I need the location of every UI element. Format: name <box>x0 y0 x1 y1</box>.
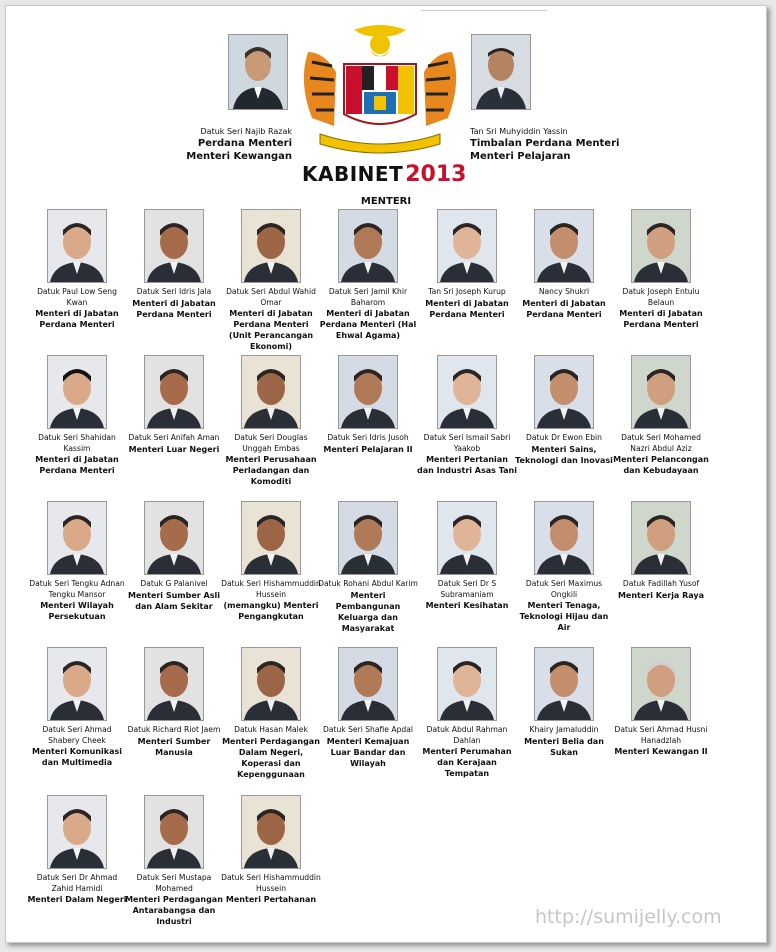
minister-card <box>318 501 418 634</box>
minister-card <box>514 209 614 320</box>
minister-name: Datuk Seri Mohamed Nazri Abdul Aziz <box>621 433 701 453</box>
minister-role: Menteri Sumber Asli dan Alam Sekitar <box>128 590 220 611</box>
minister-role: Menteri Wilayah Persekutuan <box>40 601 114 621</box>
minister-role: Menteri Tenaga, Teknologi Hijau dan Air <box>519 601 609 632</box>
prime-minister-role-1: Perdana Menteri <box>197 138 292 149</box>
minister-role: Menteri Kemajuan Luar Bandar dan Wilayah <box>326 736 410 768</box>
minister-portrait <box>534 209 594 283</box>
minister-card <box>611 209 711 330</box>
minister-card <box>27 209 127 330</box>
minister-portrait <box>631 501 691 575</box>
minister-card <box>27 647 127 768</box>
minister-role: Menteri Kerja Raya <box>617 590 705 600</box>
minister-card <box>611 647 711 757</box>
minister-name: Datuk Seri Douglas Unggah Embas <box>234 433 308 453</box>
minister-role: Menteri Pelancongan dan Kebudayaan <box>613 455 709 475</box>
minister-card <box>221 209 321 352</box>
minister-name: Datuk Seri Shafie Apdal <box>323 725 413 734</box>
minister-name: Datuk Seri Hishammuddin Hussein <box>221 579 321 599</box>
coat-of-arms-emblem <box>294 22 466 158</box>
minister-role: Menteri Perusahaan Perladangan dan Komoditi <box>225 455 317 486</box>
minister-portrait <box>534 501 594 575</box>
minister-card <box>514 647 614 758</box>
prime-minister-name: Datuk Seri Najib Razak <box>200 127 292 136</box>
minister-portrait <box>338 355 398 429</box>
minister-portrait <box>338 647 398 721</box>
minister-card <box>124 501 224 612</box>
minister-name: Datuk Hasan Malek <box>234 725 308 734</box>
minister-name: Datuk Seri Ismail Sabri Yaakob <box>423 433 511 453</box>
minister-role: Menteri Perdagangan Dalam Negeri, Koperasi dan Kepenggunaan <box>222 736 320 779</box>
minister-name: Datuk Richard Riot Jaem <box>127 725 221 734</box>
minister-role: Menteri di Jabatan Perdana Menteri <box>425 298 509 319</box>
minister-portrait <box>437 501 497 575</box>
title-word: KABINET <box>302 162 404 186</box>
minister-name: Datuk Dr Ewon Ebin <box>526 433 602 442</box>
minister-card <box>318 355 418 455</box>
minister-card <box>417 355 517 476</box>
minister-card <box>514 501 614 633</box>
minister-portrait <box>241 795 301 869</box>
top-rule <box>421 10 547 11</box>
minister-portrait <box>144 209 204 283</box>
minister-role: Menteri Pertanian dan Industri Asas Tani <box>417 455 517 475</box>
page-title <box>302 162 466 187</box>
minister-portrait <box>241 355 301 429</box>
minister-name: Datuk Seri Maximus Ongkili <box>525 579 603 599</box>
minister-role: Menteri di Jabatan Perdana Menteri <box>132 298 216 319</box>
minister-role: Menteri di Jabatan Perdana Menteri <box>619 309 703 329</box>
minister-role: Menteri di Jabatan Perdana Menteri <box>35 455 119 475</box>
minister-portrait <box>47 501 107 575</box>
minister-card <box>611 501 711 601</box>
minister-card <box>221 355 321 487</box>
prime-minister-caption <box>182 127 292 163</box>
minister-role: Menteri Pelajaran II <box>323 444 413 454</box>
minister-card <box>514 355 614 466</box>
minister-name: Datuk Seri Ahmad Shabery Cheek <box>42 725 112 745</box>
minister-role: Menteri di Jabatan Perdana Menteri <box>522 298 606 319</box>
portrait-deputy-prime-minister <box>471 34 531 110</box>
minister-card <box>124 647 224 758</box>
minister-portrait <box>144 501 204 575</box>
minister-name: Datuk Seri Anifah Aman <box>128 433 220 442</box>
minister-name: Datuk Seri Shahidan Kassim <box>38 433 116 453</box>
section-heading: MENTERI <box>360 196 412 207</box>
minister-role: Menteri Sains, Teknologi dan Inovasi <box>515 444 613 465</box>
minister-portrait <box>144 355 204 429</box>
minister-card <box>124 209 224 320</box>
minister-card <box>221 501 321 622</box>
minister-role: Menteri Pertahanan <box>225 895 317 904</box>
minister-portrait <box>437 647 497 721</box>
minister-name: Datuk Seri Hishammuddin Hussein <box>221 873 321 893</box>
minister-name: Nancy Shukri <box>538 287 590 296</box>
minister-name: Datuk Abdul Rahman Dahlan <box>426 725 508 745</box>
prime-minister-role-2: Menteri Kewangan <box>186 151 292 162</box>
minister-role: Menteri di Jabatan Perdana Menteri (Unit Perancangan Ekonomi) <box>228 309 314 351</box>
minister-role: Menteri di Jabatan Perdana Menteri <box>35 309 119 329</box>
minister-role: Menteri Kesihatan <box>425 601 509 610</box>
minister-name: Datuk Seri Dr Ahmad Zahid Hamidi <box>36 873 118 893</box>
minister-portrait <box>241 647 301 721</box>
minister-portrait <box>631 355 691 429</box>
minister-name: Datuk Seri Dr S Subramaniam <box>437 579 497 599</box>
deputy-prime-minister-caption <box>470 127 640 163</box>
minister-role: Menteri di Jabatan Perdana Menteri (Hal Ehwal Agama) <box>319 309 417 340</box>
minister-name: Datuk Seri Tengku Adnan Tengku Mansor <box>29 579 125 599</box>
minister-role: Menteri Kewangan II <box>614 747 708 756</box>
minister-card <box>417 501 517 611</box>
minister-card <box>611 355 711 476</box>
minister-card <box>27 795 127 905</box>
minister-card <box>27 355 127 476</box>
minister-name: Datuk Paul Low Seng Kwan <box>37 287 117 307</box>
deputy-prime-minister-name: Tan Sri Muhyiddin Yassin <box>470 127 568 136</box>
minister-portrait <box>437 209 497 283</box>
title-year: 2013 <box>405 162 467 187</box>
minister-portrait <box>241 501 301 575</box>
minister-name: Datuk Seri Abdul Wahid Omar <box>226 287 316 307</box>
minister-card <box>417 209 517 320</box>
minister-portrait <box>144 647 204 721</box>
minister-portrait <box>338 501 398 575</box>
minister-card <box>124 795 224 927</box>
minister-role: Menteri Perumahan dan Kerajaan Tempatan <box>422 747 512 778</box>
minister-portrait <box>47 209 107 283</box>
minister-name: Datuk Seri Ahmad Husni Hanadzlah <box>614 725 708 745</box>
minister-name: Datuk Seri Jamil Khir Baharom <box>328 287 408 307</box>
minister-card <box>318 647 418 769</box>
minister-card <box>221 795 321 905</box>
minister-card <box>221 647 321 780</box>
minister-role: Menteri Perdagangan Antarabangsa dan Industri <box>125 895 223 926</box>
minister-name: Datuk Seri Mustapa Mohamed <box>136 873 212 893</box>
watermark-url: http://sumijelly.com <box>535 906 722 928</box>
minister-role: Menteri Pembangunan Keluarga dan Masyarakat <box>335 590 401 633</box>
minister-card <box>417 647 517 779</box>
minister-role: Menteri Luar Negeri <box>128 444 220 454</box>
minister-portrait <box>534 355 594 429</box>
minister-name: Khairy Jamaluddin <box>529 725 599 734</box>
minister-card <box>27 501 127 622</box>
minister-portrait <box>241 209 301 283</box>
minister-name: Datuk Seri Idris Jusoh <box>327 433 409 442</box>
cabinet-poster <box>5 5 767 943</box>
minister-name: Datuk G Palanivel <box>140 579 208 588</box>
portrait-prime-minister <box>228 34 288 110</box>
minister-role: Menteri Belia dan Sukan <box>524 736 604 757</box>
minister-portrait <box>437 355 497 429</box>
minister-name: Datuk Rohani Abdul Karim <box>318 579 418 588</box>
minister-portrait <box>47 795 107 869</box>
minister-portrait <box>631 209 691 283</box>
deputy-prime-minister-role-2: Menteri Pelajaran <box>470 151 571 162</box>
minister-role: Menteri Komunikasi dan Multimedia <box>31 747 123 767</box>
minister-card <box>318 209 418 341</box>
minister-role: (memangku) Menteri Pengangkutan <box>223 601 319 621</box>
minister-name: Datuk Joseph Entulu Belaun <box>622 287 700 307</box>
deputy-prime-minister-role-1: Timbalan Perdana Menteri <box>470 138 620 149</box>
minister-portrait <box>631 647 691 721</box>
minister-role: Menteri Dalam Negeri <box>27 895 127 904</box>
minister-portrait <box>338 209 398 283</box>
minister-name: Datuk Fadillah Yusof <box>622 579 700 588</box>
minister-portrait <box>47 647 107 721</box>
minister-portrait <box>144 795 204 869</box>
minister-portrait <box>534 647 594 721</box>
minister-card <box>124 355 224 455</box>
minister-name: Tan Sri Joseph Kurup <box>428 287 506 296</box>
minister-role: Menteri Sumber Manusia <box>137 736 211 757</box>
minister-portrait <box>47 355 107 429</box>
minister-name: Datuk Seri Idris Jala <box>136 287 212 296</box>
